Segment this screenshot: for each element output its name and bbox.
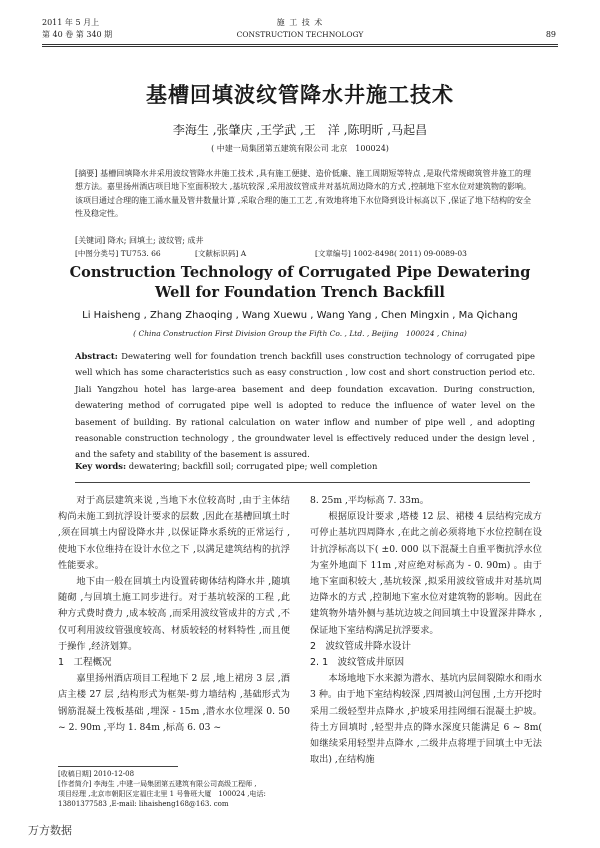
header-journal-cn: 施 工 技 术 (276, 18, 324, 27)
right-column (310, 493, 542, 768)
left-paragraph-3: 嘉里扬州酒店项目工程地下 2 层 ,地上裙房 3 层 ,酒店主楼 27 层 ,结构形式为框架-剪力墙结构 ,基础形式为钢筋混凝土筏板基础 ,埋深 - 15m ,潜水水位埋深 0. 50 ~ 2. 90m ,平均 1. 84m ,标高 6. 03 ~ (58, 673, 290, 733)
header-rule (42, 44, 558, 45)
footnote-author-3: 13801377583 ,E-mail: lihaisheng168@163. com (58, 800, 229, 808)
page-number: 89 (545, 30, 556, 39)
classification-clc: [中图分类号] TU753. 66 (75, 249, 161, 258)
affiliation-en: ( China Construction First Division Group the Fifth Co. , Ltd. , Beijing 100024 , China) (133, 329, 467, 338)
section-heading-2-1: 2. 1 波纹管成井原因 (310, 657, 405, 669)
watermark: 万方数据 (28, 824, 72, 837)
section-heading-2: 2 波纹管成井降水设计 (310, 640, 412, 652)
footnote-rule (58, 766, 178, 767)
left-paragraph-1: 对于高层建筑来说 ,当地下水位较高时 ,由于主体结构尚未施工到抗浮设计要求的层数 ,因此在基槽回填土时 ,须在回填土内留设降水井 ,以保证降水系统的正常运行 ,使地下水位维持在设计水位之下 ,以满足建筑结构的抗浮性能要求。 (58, 495, 290, 571)
keywords-en (75, 461, 377, 471)
abstract-rule (75, 482, 530, 483)
classification-article-id: [文章编号] 1002-8498( 2011) 09-0089-03 (315, 249, 467, 258)
affiliation-cn: ( 中建一局集团第五建筑有限公司 北京 100024) (211, 144, 389, 153)
abstract-en (75, 348, 535, 463)
keywords-en-text: dewatering; backfill soil; corrugated pipe; well completion (128, 461, 378, 471)
abstract-en-label: Abstract: (75, 351, 118, 361)
right-paragraph-1: 根据原设计要求 ,塔楼 12 层、裙楼 4 层结构完成方可停止基坑四周降水 ,在此之前必须将地下水位控制在设计抗浮标高以下( ±0. 000 以下混凝土自重平衡抗浮水位为室外地面下 11m ,对应绝对标高为 - 0. 90m) 。由于地下室面积较大 ,基坑较深 ,拟采用波纹管成井对基坑周边降水的方式 ,控制地下室水位对建筑物的影响。因此在建筑物外墙外侧与基坑边坡之间回填土中设置深井降水 ,保证地下室结构满足抗浮要求。 (310, 511, 542, 636)
footnote (58, 769, 298, 809)
abstract-en-text: Dewatering well for foundation trench backfill uses construction technology of corrugated pipe well which has some characteristics such as easy construction , low cost and short construction period etc. Jiali Yangzhou hotel has large-area basement and deep foundation excavation. During construction, dewatering method of corrugated pipe well is adopted to reduce the influence of water level on the basement of building. By rational calculation on water inflow and number of pipe well , and adopting reasonable construction technology , the groundwater level is effectively reduced under the design level , and the safety and stability of the basement is assured. (75, 351, 535, 460)
footnote-received: [收稿日期] 2010-12-08 (58, 770, 135, 778)
footnote-author-2: 项目经理 ,北京市朝阳区定福庄北里 1 号鲁班大厦 100024 ,电话: (58, 790, 266, 798)
header-journal-en: CONSTRUCTION TECHNOLOGY (236, 30, 364, 39)
left-paragraph-2: 地下由一般在回填土内设置砖砌体结构降水井 ,随填随砌 ,与回填土施工同步进行。对于基坑较深的工程 ,此种方式费时费力 ,成本较高 ,而采用波纹管成井的方式 ,不仅可利用波纹管强度较高、材质较轻的材料特性 ,而且便于操作 ,经济划算。 (58, 576, 290, 652)
left-column (58, 493, 290, 736)
footnote-author-1: [作者简介] 李海生 ,中建一局集团第五建筑有限公司高级工程师 , (58, 780, 257, 788)
abstract-cn: [摘要] 基槽回填降水井采用波纹管降水井施工技术 ,具有施工便捷、造价低廉、施工周期短等特点 ,是取代常规砌筑管井施工的理想方法。嘉里扬州酒店项目地下室面积较大 ,基坑较深 ,采用波纹管成井对基坑周边降水的方式 ,控制地下室水位对建筑物的影响。该项目通过合理的施工涌水量及管井数量计算 ,采取合理的施工工艺 ,有效地将地下水位降到设计标高以下 ,保证了地下结构的安全性及稳定性。 (75, 169, 531, 219)
keywords-en-label: Key words: (75, 461, 127, 471)
title-en-line2: Well for Foundation Trench Backfill (155, 284, 445, 301)
keywords-cn: [关键词] 降水; 回填土; 波纹管; 成井 (75, 236, 204, 245)
authors-cn: 李海生 ,张肇庆 ,王学武 ,王 洋 ,陈明昕 ,马起昌 (172, 123, 428, 137)
header-date: 2011 年 5 月上 (42, 18, 100, 27)
right-paragraph-0: 8. 25m ,平均标高 7. 33m。 (310, 495, 429, 506)
title-cn: 基槽回填波纹管降水井施工技术 (146, 83, 454, 107)
header-volume: 第 40 卷 第 340 期 (42, 30, 113, 39)
classification-doc-code: [文献标识码] A (195, 249, 247, 258)
title-en-line1: Construction Technology of Corrugated Pipe Dewatering (69, 264, 531, 281)
section-heading-1: 1 工程概况 (58, 657, 112, 669)
authors-en: Li Haisheng , Zhang Zhaoqing , Wang Xuewu , Wang Yang , Chen Mingxin , Ma Qichang (82, 310, 518, 321)
right-paragraph-2: 本场地地下水来源为潜水、基坑内层间裂隙水和雨水 3 种。由于地下室结构较深 ,四周被山河包围 ,土方开挖时采用二级轻型井点降水 ,护坡采用挂网细石混凝土护坡。待土方回填时 ,轻型井点的降水深度只能满足 6 ~ 8m( 如继续采用轻型井点降水 ,二级井点将埋于回填土中无法取出) ,在结构施 (310, 673, 542, 766)
header-rule-second (42, 46, 558, 47)
